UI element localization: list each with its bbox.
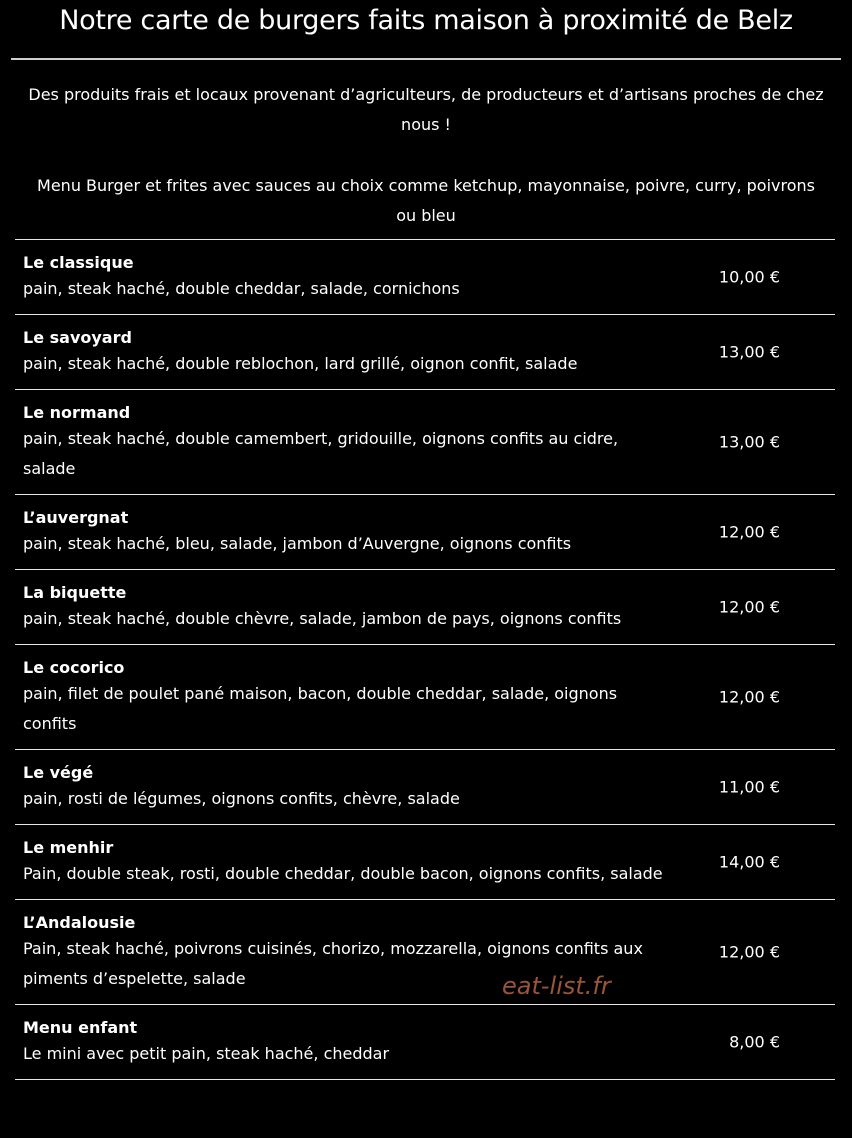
item-price: 14,00 € [718,852,780,872]
item-description: pain, steak haché, double cheddar, salade, cornichons [23,279,460,298]
page-title: Notre carte de burgers faits maison à proximité de Belz [59,5,793,36]
item-price: 12,00 € [718,597,780,617]
item-name: Le cocorico [23,658,125,677]
item-description: pain, steak haché, double reblochon, lard grillé, oignon confit, salade [23,354,578,373]
item-name: Le classique [23,253,134,272]
menu-row [15,315,835,390]
item-price: 12,00 € [718,522,780,542]
item-price: 12,00 € [718,942,780,962]
item-description: pain, steak haché, double camembert, gridouille, oignons confits au cidre, salade [23,429,619,478]
item-description: pain, rosti de légumes, oignons confits, chèvre, salade [23,789,460,808]
menu-row [15,570,835,645]
item-name: L’Andalousie [23,913,136,932]
watermark: eat-list.fr [502,972,611,1000]
item-name: Le menhir [23,838,114,857]
item-price: 13,00 € [718,342,780,362]
title-divider [11,58,841,60]
item-price: 12,00 € [718,687,780,707]
item-description: Pain, steak haché, poivrons cuisinés, chorizo, mozzarella, oignons confits aux piments d’espelette, salade [23,939,643,988]
item-name: Le végé [23,763,94,782]
intro-text: Des produits frais et locaux provenant d’agriculteurs, de producteurs et d’artisans proches de chez nous ! [28,85,824,134]
item-description: pain, filet de poulet pané maison, bacon, double cheddar, salade, oignons confits [23,684,618,733]
burger-menu-table [15,239,835,1080]
item-name: La biquette [23,583,127,602]
item-description: pain, steak haché, bleu, salade, jambon d’Auvergne, oignons confits [23,534,572,553]
item-name: Le normand [23,403,131,422]
menu-description: Menu Burger et frites avec sauces au choix comme ketchup, mayonnaise, poivre, curry, poivrons ou bleu [37,176,815,225]
menu-row [15,495,835,570]
menu-row [15,390,835,495]
item-name: Menu enfant [23,1018,138,1037]
menu-row [15,240,835,315]
menu-row [15,750,835,825]
item-price: 10,00 € [718,267,780,287]
item-price: 8,00 € [729,1032,780,1052]
item-description: Le mini avec petit pain, steak haché, cheddar [23,1044,390,1063]
menu-row [15,900,835,1005]
item-price: 13,00 € [718,432,780,452]
item-price: 11,00 € [718,777,780,797]
menu-row [15,1005,835,1080]
menu-row [15,825,835,900]
item-description: pain, steak haché, double chèvre, salade, jambon de pays, oignons confits [23,609,622,628]
item-name: Le savoyard [23,328,132,347]
item-description: Pain, double steak, rosti, double cheddar, double bacon, oignons confits, salade [23,864,663,883]
menu-row [15,645,835,750]
item-name: L’auvergnat [23,508,129,527]
